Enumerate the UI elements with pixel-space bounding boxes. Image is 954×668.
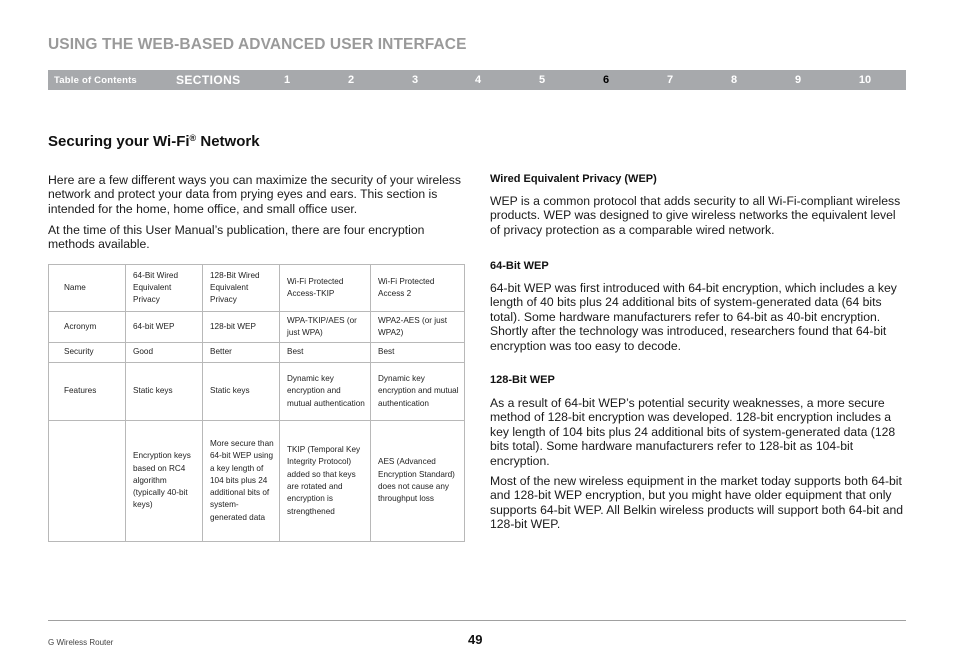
table-cell: Static keys — [203, 363, 280, 421]
table-cell: WPA-TKIP/AES (or just WPA) — [280, 312, 371, 343]
table-of-contents-link[interactable]: Table of Contents — [54, 75, 137, 86]
table-row — [49, 363, 465, 421]
section-link-2[interactable]: 2 — [347, 74, 355, 86]
table-cell: Features — [49, 363, 126, 421]
table-row — [49, 421, 465, 542]
table-row — [49, 312, 465, 343]
intro-paragraph: Here are a few different ways you can maximize the security of your wireless network and protect your data from prying eyes and ears. This section is intended for the home, home office, and small office user. — [48, 173, 461, 216]
table-cell: Encryption keys based on RC4 algorithm (typically 40-bit keys) — [126, 421, 203, 542]
table-cell: TKIP (Temporal Key Integrity Protocol) added so that keys are rotated and encryption is strengthened — [280, 421, 371, 542]
section-link-8[interactable]: 8 — [730, 74, 738, 86]
footer-divider — [48, 620, 906, 621]
table-cell: Security — [49, 343, 126, 363]
section-title-text: Securing your Wi-Fi — [48, 133, 190, 150]
table-cell: Wi-Fi Protected Access-TKIP — [280, 265, 371, 312]
section-nav-bar — [48, 70, 906, 90]
table-cell: AES (Advanced Encryption Standard) does not cause any throughput loss — [371, 421, 465, 542]
section-link-5[interactable]: 5 — [538, 74, 546, 86]
footer-product-name: G Wireless Router — [48, 638, 114, 647]
section-title — [48, 133, 260, 150]
table-cell: Static keys — [126, 363, 203, 421]
page-number: 49 — [468, 632, 483, 647]
wep64-paragraph: 64-bit WEP was first introduced with 64-bit encryption, which includes a key length of 40 bits plus 24 additional bits of system-generated data (64 bits total). Some hardware manufacturers refer to 64-bit as 40-bit encryption. Shortly after the technology was introduced, researchers found that 64-bit encryption was too easy to decode. — [490, 281, 897, 353]
registered-mark: ® — [189, 133, 197, 143]
table-cell: Wi-Fi Protected Access 2 — [371, 265, 465, 312]
section-title-suffix: Network — [196, 133, 260, 150]
wep-heading: Wired Equivalent Privacy (WEP) — [490, 173, 657, 185]
table-cell: 64-Bit Wired Equivalent Privacy — [126, 265, 203, 312]
table-cell: Dynamic key encryption and mutual authentication — [280, 363, 371, 421]
section-link-9[interactable]: 9 — [794, 74, 802, 86]
wep64-heading: 64-Bit WEP — [490, 260, 549, 272]
table-cell: Acronym — [49, 312, 126, 343]
table-cell: Dynamic key encryption and mutual authentication — [371, 363, 465, 421]
table-cell: More secure than 64-bit WEP using a key length of 104 bits plus 24 additional bits of system-generated data — [203, 421, 280, 542]
wep128-heading: 128-Bit WEP — [490, 374, 555, 386]
table-cell: 128-Bit Wired Equivalent Privacy — [203, 265, 280, 312]
table-cell: 128-bit WEP — [203, 312, 280, 343]
table-cell: Best — [280, 343, 371, 363]
page-header-title: USING THE WEB-BASED ADVANCED USER INTERFACE — [48, 36, 467, 53]
table-cell: Good — [126, 343, 203, 363]
sections-label: SECTIONS — [176, 73, 241, 87]
wep-paragraph: WEP is a common protocol that adds security to all Wi-Fi-compliant wireless products. WEP was designed to give wireless networks the equivalent level of privacy protection as a comparable wired network. — [490, 194, 901, 237]
encryption-methods-paragraph: At the time of this User Manual’s publication, there are four encryption methods available. — [48, 223, 425, 252]
table-row — [49, 265, 465, 312]
section-link-7[interactable]: 7 — [666, 74, 674, 86]
wep-support-paragraph: Most of the new wireless equipment in the market today supports both 64-bit and 128-bit WEP encryption, but you might have older equipment that only supports 64-bit WEP. All Belkin wireless products will support both 64-bit and 128-bit WEP. — [490, 474, 903, 532]
table-cell: 64-bit WEP — [126, 312, 203, 343]
section-link-3[interactable]: 3 — [411, 74, 419, 86]
section-link-10[interactable]: 10 — [858, 74, 872, 86]
section-link-4[interactable]: 4 — [474, 74, 482, 86]
encryption-methods-table — [48, 264, 465, 542]
section-link-6-active[interactable]: 6 — [602, 74, 610, 86]
table-cell — [49, 421, 126, 542]
table-cell: Better — [203, 343, 280, 363]
section-link-1[interactable]: 1 — [283, 74, 291, 86]
table-cell: Name — [49, 265, 126, 312]
table-cell: Best — [371, 343, 465, 363]
table-cell: WPA2-AES (or just WPA2) — [371, 312, 465, 343]
wep128-paragraph: As a result of 64-bit WEP’s potential security weaknesses, a more secure method of 128-bit encryption was developed. 128-bit encryption includes a key length of 104 bits plus 24 additional bits of system-generated data (128 bits total). Some hardware manufacturers refer to 128-bit as 104-bit encryption. — [490, 396, 896, 468]
table-row — [49, 343, 465, 363]
